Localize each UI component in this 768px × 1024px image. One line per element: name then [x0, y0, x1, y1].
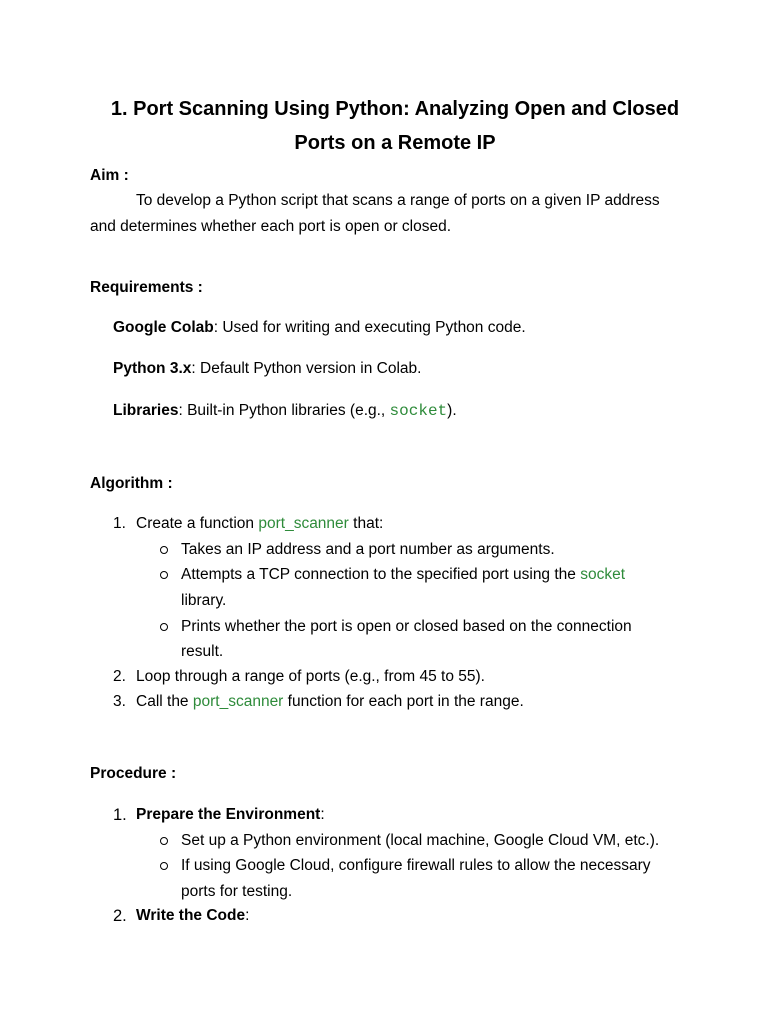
page-title — [90, 92, 700, 160]
algorithm-step-2: Loop through a range of ports (e.g., from 45 to 55). — [136, 668, 485, 685]
algorithm-step-number: 3. — [113, 693, 126, 710]
procedure-substep-2: If using Google Cloud, configure firewall rules to allow the necessary — [181, 857, 651, 874]
requirement-term: Google Colab — [113, 319, 214, 336]
algorithm-substep-2 — [181, 565, 625, 585]
algorithm-substep-2-cont: library. — [181, 592, 227, 609]
hollow-bullet-icon — [160, 546, 168, 554]
requirement-desc: : Used for writing and executing Python code. — [213, 319, 526, 336]
requirement-item — [113, 318, 526, 338]
requirement-item — [113, 401, 457, 421]
algorithm-heading: Algorithm : — [90, 475, 173, 492]
hollow-bullet-icon — [160, 623, 168, 631]
algorithm-step-number: 1. — [113, 515, 126, 532]
procedure-step-number: 2. — [113, 907, 127, 925]
aim-heading: Aim : — [90, 167, 129, 184]
code-port-scanner: port_scanner — [192, 693, 284, 710]
procedure-heading: Procedure : — [90, 765, 177, 782]
hollow-bullet-icon — [160, 837, 168, 845]
procedure-step-1 — [136, 805, 325, 825]
algorithm-substep-3-cont: result. — [181, 643, 224, 660]
substep-text: Attempts a TCP connection to the specified port using the — [181, 566, 581, 583]
code-socket: socket — [580, 566, 626, 583]
step-text: function for each port in the range. — [283, 693, 524, 710]
requirement-term: Python 3.x — [113, 360, 192, 377]
hollow-bullet-icon — [160, 571, 168, 579]
procedure-step-2 — [136, 906, 249, 926]
requirement-desc-pre: : Built-in Python libraries (e.g., — [178, 402, 390, 419]
hollow-bullet-icon — [160, 862, 168, 870]
procedure-substep-1: Set up a Python environment (local machine, Google Cloud VM, etc.). — [181, 832, 660, 849]
step-text: Call the — [136, 693, 193, 710]
procedure-step-label: Prepare the Environment — [136, 806, 321, 823]
algorithm-substep-3: Prints whether the port is open or closed based on the connection — [181, 618, 632, 635]
requirement-item — [113, 359, 421, 379]
colon: : — [245, 907, 250, 924]
aim-text-line-2: and determines whether each port is open or closed. — [90, 218, 452, 235]
aim-text-line-1: To develop a Python script that scans a range of ports on a given IP address — [136, 192, 660, 209]
requirement-desc: : Default Python version in Colab. — [191, 360, 422, 377]
code-port-scanner: port_scanner — [258, 515, 349, 532]
algorithm-step-1 — [136, 514, 383, 534]
step-text: that: — [348, 515, 384, 532]
colon: : — [320, 806, 325, 823]
procedure-step-number: 1. — [113, 806, 127, 824]
algorithm-step-3 — [136, 692, 524, 712]
title-line-2: Ports on a Remote IP — [294, 132, 496, 154]
requirement-term: Libraries — [113, 402, 179, 419]
requirement-desc-post: ). — [447, 402, 457, 419]
title-line-1: 1. Port Scanning Using Python: Analyzing Open and Closed — [110, 98, 680, 120]
procedure-substep-2-cont: ports for testing. — [181, 883, 293, 900]
step-text: Create a function — [136, 515, 259, 532]
procedure-step-label: Write the Code — [136, 907, 246, 924]
algorithm-step-number: 2. — [113, 668, 126, 685]
algorithm-substep-1: Takes an IP address and a port number as arguments. — [181, 541, 555, 558]
requirements-heading: Requirements : — [90, 279, 203, 296]
code-socket: socket — [389, 402, 448, 420]
